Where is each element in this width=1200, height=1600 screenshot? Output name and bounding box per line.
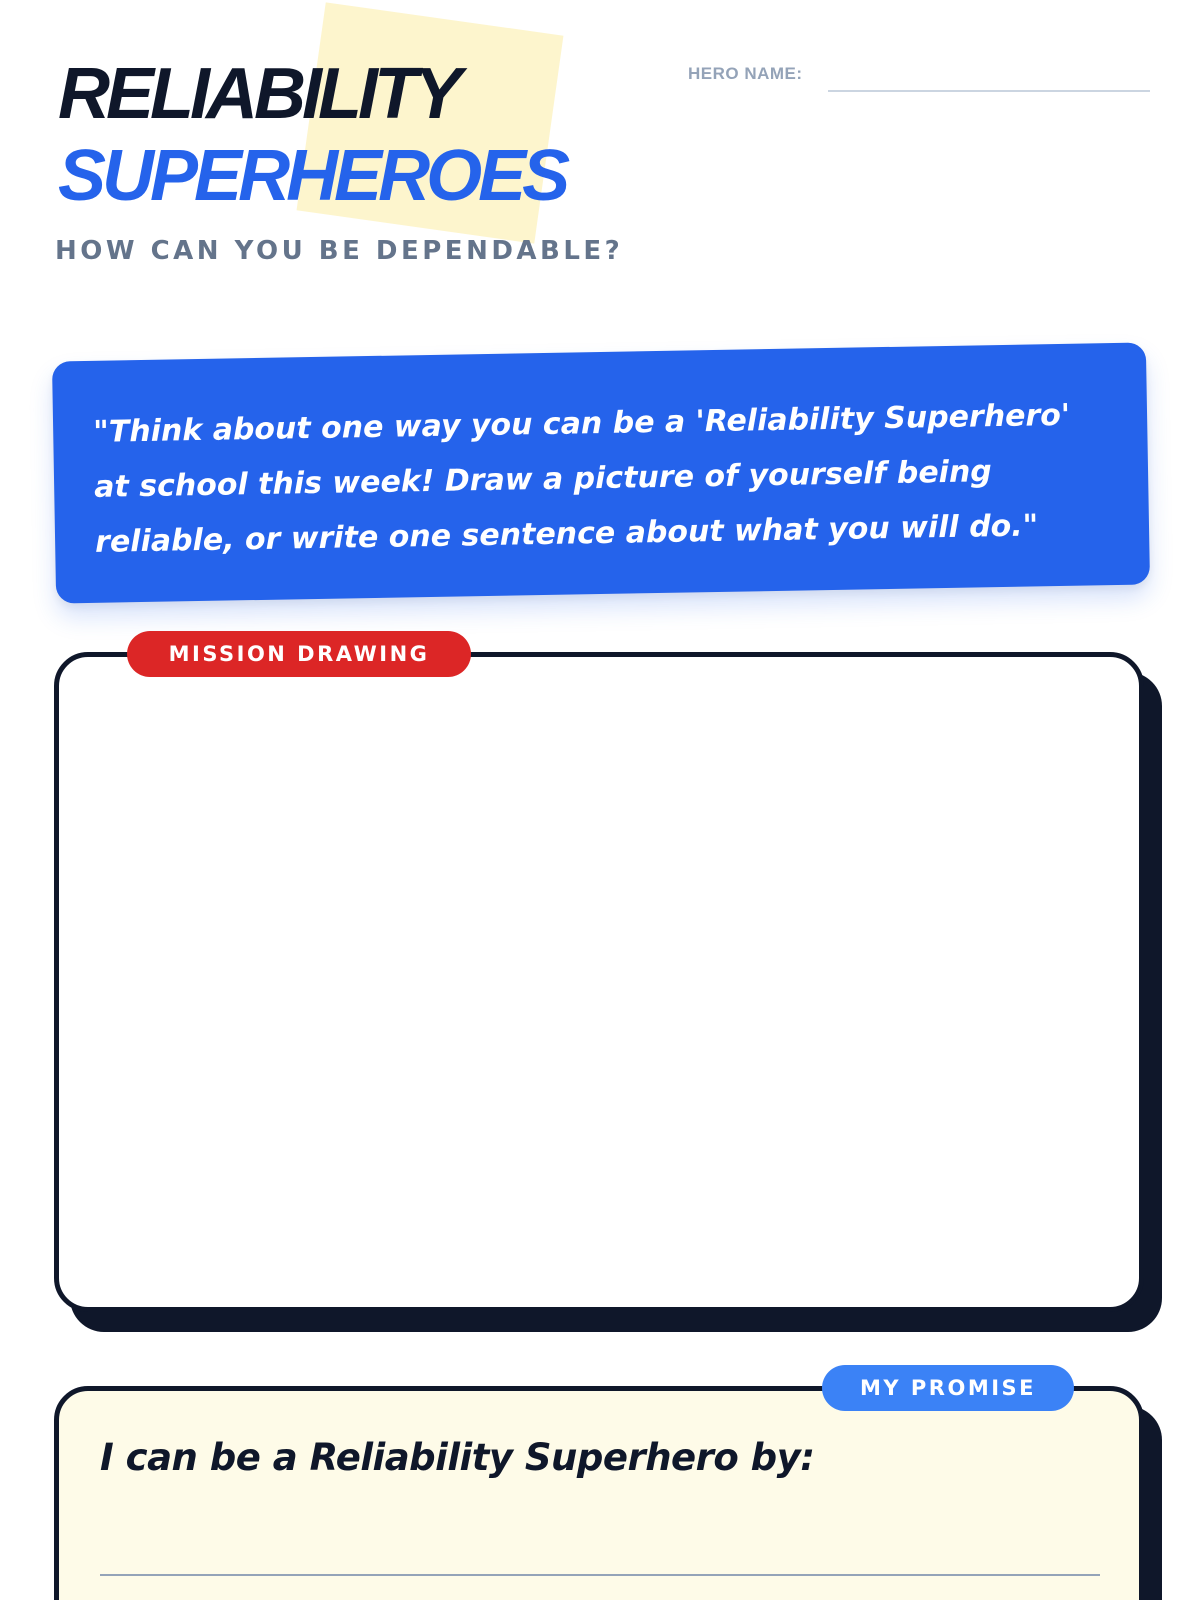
prompt-text: "Think about one way you can be a 'Reliability Superhero' at school this week! Draw a picture of yourself being reliable, or write one sentence about what you will do." xyxy=(92,397,1071,560)
prompt-banner xyxy=(52,342,1150,603)
title-reliability: RELIABILITY xyxy=(58,54,458,134)
hero-name-label: HERO NAME: xyxy=(688,64,803,83)
subtitle: HOW CAN YOU BE DEPENDABLE? xyxy=(55,236,624,266)
mission-drawing-area[interactable] xyxy=(54,652,1144,1312)
promise-panel xyxy=(54,1386,1144,1600)
promise-answer-line[interactable] xyxy=(100,1574,1100,1576)
title-superheroes: SUPERHEROES xyxy=(58,136,567,216)
promise-heading: I can be a Reliability Superhero by: xyxy=(100,1436,815,1479)
mission-drawing-tag: MISSION DRAWING xyxy=(127,631,471,677)
hero-name-field[interactable] xyxy=(828,90,1150,92)
my-promise-tag: MY PROMISE xyxy=(822,1365,1074,1411)
